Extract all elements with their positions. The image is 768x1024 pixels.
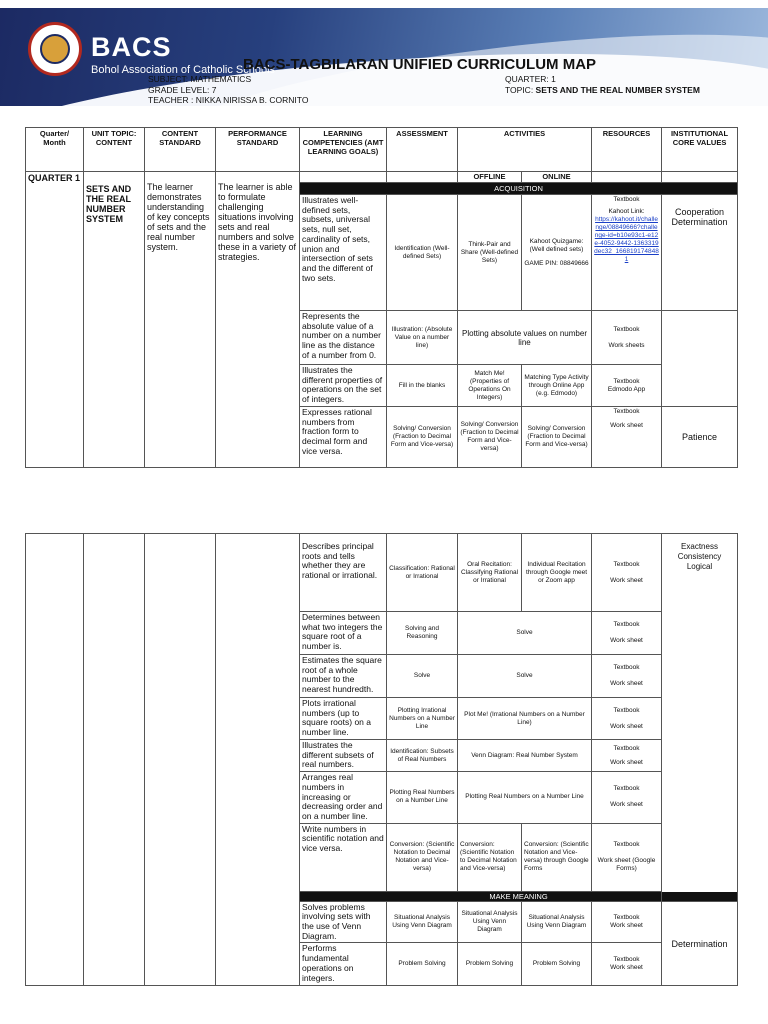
assessment-cell: Identification (Well-defined Sets) <box>387 195 458 311</box>
resource-line: Work sheets <box>608 341 645 349</box>
assessment-cell: Plotting Irrational Numbers on a Number Line <box>387 698 458 740</box>
empty-cell <box>387 172 458 183</box>
resource-line: Textbook <box>613 706 640 714</box>
subject-line: SUBJECT: MATHEMATICS <box>148 74 252 84</box>
quarter-cell-empty <box>26 534 84 986</box>
assessment-cell: Solving/ Conversion (Fraction to Decimal Form and Vice-versa) <box>387 407 458 468</box>
competency-cell: Performs fundamental operations on integers. <box>300 943 387 986</box>
resources-cell <box>592 365 662 407</box>
phase-label: MAKE MEANING <box>300 891 738 901</box>
header-row <box>26 128 738 172</box>
online-activity-cell: Situational Analysis Using Venn Diagram <box>522 901 592 943</box>
core-values-cell: Exactness Consistency Logical <box>662 534 738 902</box>
col-header-unit: UNIT TOPIC: CONTENT <box>84 128 145 172</box>
online-activity-cell: Problem Solving <box>522 943 592 986</box>
competency-cell: Determines between what two integers the square root of a number is. <box>300 612 387 655</box>
col-header-quarter: Quarter/ Month <box>26 128 84 172</box>
competency-cell: Expresses rational numbers from fraction form to decimal form and vice versa. <box>300 407 387 468</box>
resource-line: Textbook <box>613 325 640 333</box>
teacher-line: TEACHER : NIKKA NIRISSA B. CORNITO <box>148 95 309 105</box>
offline-activity-cell: Conversion: (Scientific Notation to Decimal Notation and Vice-versa) <box>458 823 522 891</box>
curriculum-table-page2 <box>25 533 738 986</box>
offline-header: OFFLINE <box>458 172 522 183</box>
resources-cell <box>592 534 662 612</box>
subheader-row <box>26 172 738 183</box>
assessment-cell: Fill in the blanks <box>387 365 458 407</box>
quarter-info <box>505 74 700 95</box>
assessment-cell: Conversion: (Scientific Notation to Decimal Notation and Vice-versa) <box>387 823 458 891</box>
offline-activity-cell: Oral Recitation: Classifying Rational or Irrational <box>458 534 522 612</box>
performance-standard-cell-empty <box>216 534 300 986</box>
brand-subtitle: Bohol Association of Catholic Schools <box>91 64 276 76</box>
resource-line: Work sheet <box>610 722 643 730</box>
resource-line: Textbook <box>613 408 640 415</box>
empty-cell <box>300 172 387 183</box>
unit-topic-cell-empty <box>84 534 145 986</box>
competency-cell: Represents the absolute value of a number on a number line as the distance of a number from 0. <box>300 311 387 365</box>
online-activity-cell: Conversion: (Scientific Notation and Vice-versa) through Google Forms <box>522 823 592 891</box>
assessment-cell: Solve <box>387 655 458 698</box>
assessment-cell: Plotting Real Numbers on a Number Line <box>387 772 458 824</box>
resource-line: Work sheet <box>610 422 643 429</box>
competency-cell: Describes principal roots and tells whether they are rational or irrational. <box>300 534 387 612</box>
col-header-performance: PERFORMANCE STANDARD <box>216 128 300 172</box>
activity-cell: Solve <box>458 612 592 655</box>
content-standard-cell: The learner demonstrates understanding of key concepts of sets and the real number system. <box>145 172 216 468</box>
online-activity-cell <box>522 195 592 311</box>
activity-cell: Solve <box>458 655 592 698</box>
core-values-cell: Determination <box>662 901 738 986</box>
resource-line: Work sheet <box>610 922 643 930</box>
resource-line: Work sheet <box>610 680 643 687</box>
competency-cell: Plots irrational numbers (up to square roots) on a number line. <box>300 698 387 740</box>
empty-cell <box>662 311 738 407</box>
grade-line: GRADE LEVEL: 7 <box>148 84 217 95</box>
resource-line: Textbook <box>613 785 640 793</box>
competency-cell: Estimates the square root of a whole number to the nearest hundredth. <box>300 655 387 698</box>
activity-cell: Plot Me! (Irrational Numbers on a Number Line) <box>458 698 592 740</box>
bacs-seal-logo <box>28 22 82 76</box>
performance-standard-cell: The learner is able to formulate challenging situations involving sets and real numbers and solve these in a variety of strategies. <box>216 172 300 468</box>
topic-value: SETS AND THE REAL NUMBER SYSTEM <box>535 84 700 95</box>
offline-activity-cell: Solving/ Conversion (Fraction to Decimal Form and Vice-versa) <box>458 407 522 468</box>
phase-label: ACQUISITION <box>300 183 738 195</box>
online-header: ONLINE <box>522 172 592 183</box>
game-pin: GAME PIN: 08849666 <box>524 259 589 267</box>
kahoot-link[interactable]: https://kahoot.it/challenge/08849666?challenge-id=b10e93c1-e12e-4052-9442-1363319dec32_1668191748481 <box>594 216 659 263</box>
assessment-cell: Classification: Rational or Irrational <box>387 534 458 612</box>
activity-cell: Plotting Real Numbers on a Number Line <box>458 772 592 824</box>
competency-cell: Illustrates well-defined sets, subsets, universal sets, null set, cardinality of sets, union and intersection of sets and the different of two sets. <box>300 195 387 311</box>
table-row <box>26 534 738 612</box>
resource-line: Work sheet <box>610 576 643 584</box>
resources-cell <box>592 407 662 468</box>
resources-cell <box>592 823 662 891</box>
col-header-assessment: ASSESSMENT <box>387 128 458 172</box>
resource-textbook: Textbook <box>613 196 640 203</box>
offline-activity-cell: Situational Analysis Using Venn Diagram <box>458 901 522 943</box>
activity-cell: Plotting absolute values on number line <box>458 311 592 365</box>
resources-cell <box>592 740 662 772</box>
resource-line: Textbook <box>613 621 640 628</box>
empty-cell <box>662 172 738 183</box>
empty-cell <box>592 172 662 183</box>
assessment-cell: Situational Analysis Using Venn Diagram <box>387 901 458 943</box>
resource-line: Textbook <box>613 956 640 964</box>
competency-cell: Solves problems involving sets with the use of Venn Diagram. <box>300 901 387 943</box>
col-header-competencies: LEARNING COMPETENCIES (AMT LEARNING GOALS) <box>300 128 387 172</box>
subject-info <box>148 74 308 106</box>
resources-cell <box>592 772 662 824</box>
online-activity-cell: Matching Type Activity through Online App (e.g. Edmodo) <box>522 365 592 407</box>
resource-line: Textbook <box>613 664 640 671</box>
resources-cell <box>592 698 662 740</box>
assessment-cell: Problem Solving <box>387 943 458 986</box>
resource-line: Work sheet <box>610 758 643 766</box>
col-header-resources: RESOURCES <box>592 128 662 172</box>
resource-line: Work sheet (Google Forms) <box>597 857 656 873</box>
brand-name: BACS <box>91 32 172 62</box>
assessment-cell: Illustration: (Absolute Value on a number line) <box>387 311 458 365</box>
offline-activity-cell: Problem Solving <box>458 943 522 986</box>
resource-line: Work sheet <box>610 637 643 644</box>
offline-activity-cell: Match Me! (Properties of Operations On Integers) <box>458 365 522 407</box>
resources-cell <box>592 612 662 655</box>
online-activity-cell: Solving/ Conversion (Fraction to Decimal Form and Vice-versa) <box>522 407 592 468</box>
online-activity-text: Kahoot Quizgame: (Well defined sets) <box>529 237 584 253</box>
resources-cell <box>592 311 662 365</box>
document-title: BACS-TAGBILARAN UNIFIED CURRICULUM MAP <box>243 56 597 73</box>
resource-line: Textbook <box>613 560 640 568</box>
col-header-content: CONTENT STANDARD <box>145 128 216 172</box>
resource-line: Edmodo App <box>607 385 646 393</box>
offline-activity-cell: Think-Pair and Share (Well-defined Sets) <box>458 195 522 311</box>
resources-cell <box>592 943 662 986</box>
online-activity-cell: Individual Recitation through Google meet or Zoom app <box>522 534 592 612</box>
content-standard-cell-empty <box>145 534 216 986</box>
activity-cell: Venn Diagram: Real Number System <box>458 740 592 772</box>
core-values-cell: Patience <box>662 407 738 468</box>
assessment-cell: Solving and Reasoning <box>387 612 458 655</box>
resources-cell <box>592 195 662 311</box>
core-values-cell: Cooperation Determination <box>662 195 738 311</box>
competency-cell: Illustrates the different properties of operations on the set of integers. <box>300 365 387 407</box>
resource-line: Textbook <box>613 914 640 922</box>
topic-line: TOPIC: SETS AND THE REAL NUMBER SYSTEM <box>505 84 700 95</box>
quarter-line: QUARTER: 1 <box>505 74 556 84</box>
resource-line: Work sheet <box>610 801 643 809</box>
resource-line: Textbook <box>613 744 640 752</box>
col-header-core-values: INSTITUTIONAL CORE VALUES <box>662 128 738 172</box>
resource-line: Work sheet <box>610 964 643 972</box>
curriculum-table-page1 <box>25 127 738 468</box>
col-header-activities: ACTIVITIES <box>458 128 592 172</box>
quarter-cell: QUARTER 1 <box>26 172 84 468</box>
assessment-cell: Identification: Subsets of Real Numbers <box>387 740 458 772</box>
kahoot-link-label: Kahoot Link: <box>608 208 645 215</box>
unit-topic-cell: SETS AND THE REAL NUMBER SYSTEM <box>84 172 145 468</box>
competency-cell: Arranges real numbers in increasing or decreasing order and on a number line. <box>300 772 387 824</box>
resources-cell <box>592 901 662 943</box>
competency-cell: Write numbers in scientific notation and vice versa. <box>300 823 387 891</box>
resource-line: Textbook <box>613 841 640 849</box>
resources-cell <box>592 655 662 698</box>
resource-line: Textbook <box>613 377 640 385</box>
competency-cell: Illustrates the different subsets of real numbers. <box>300 740 387 772</box>
